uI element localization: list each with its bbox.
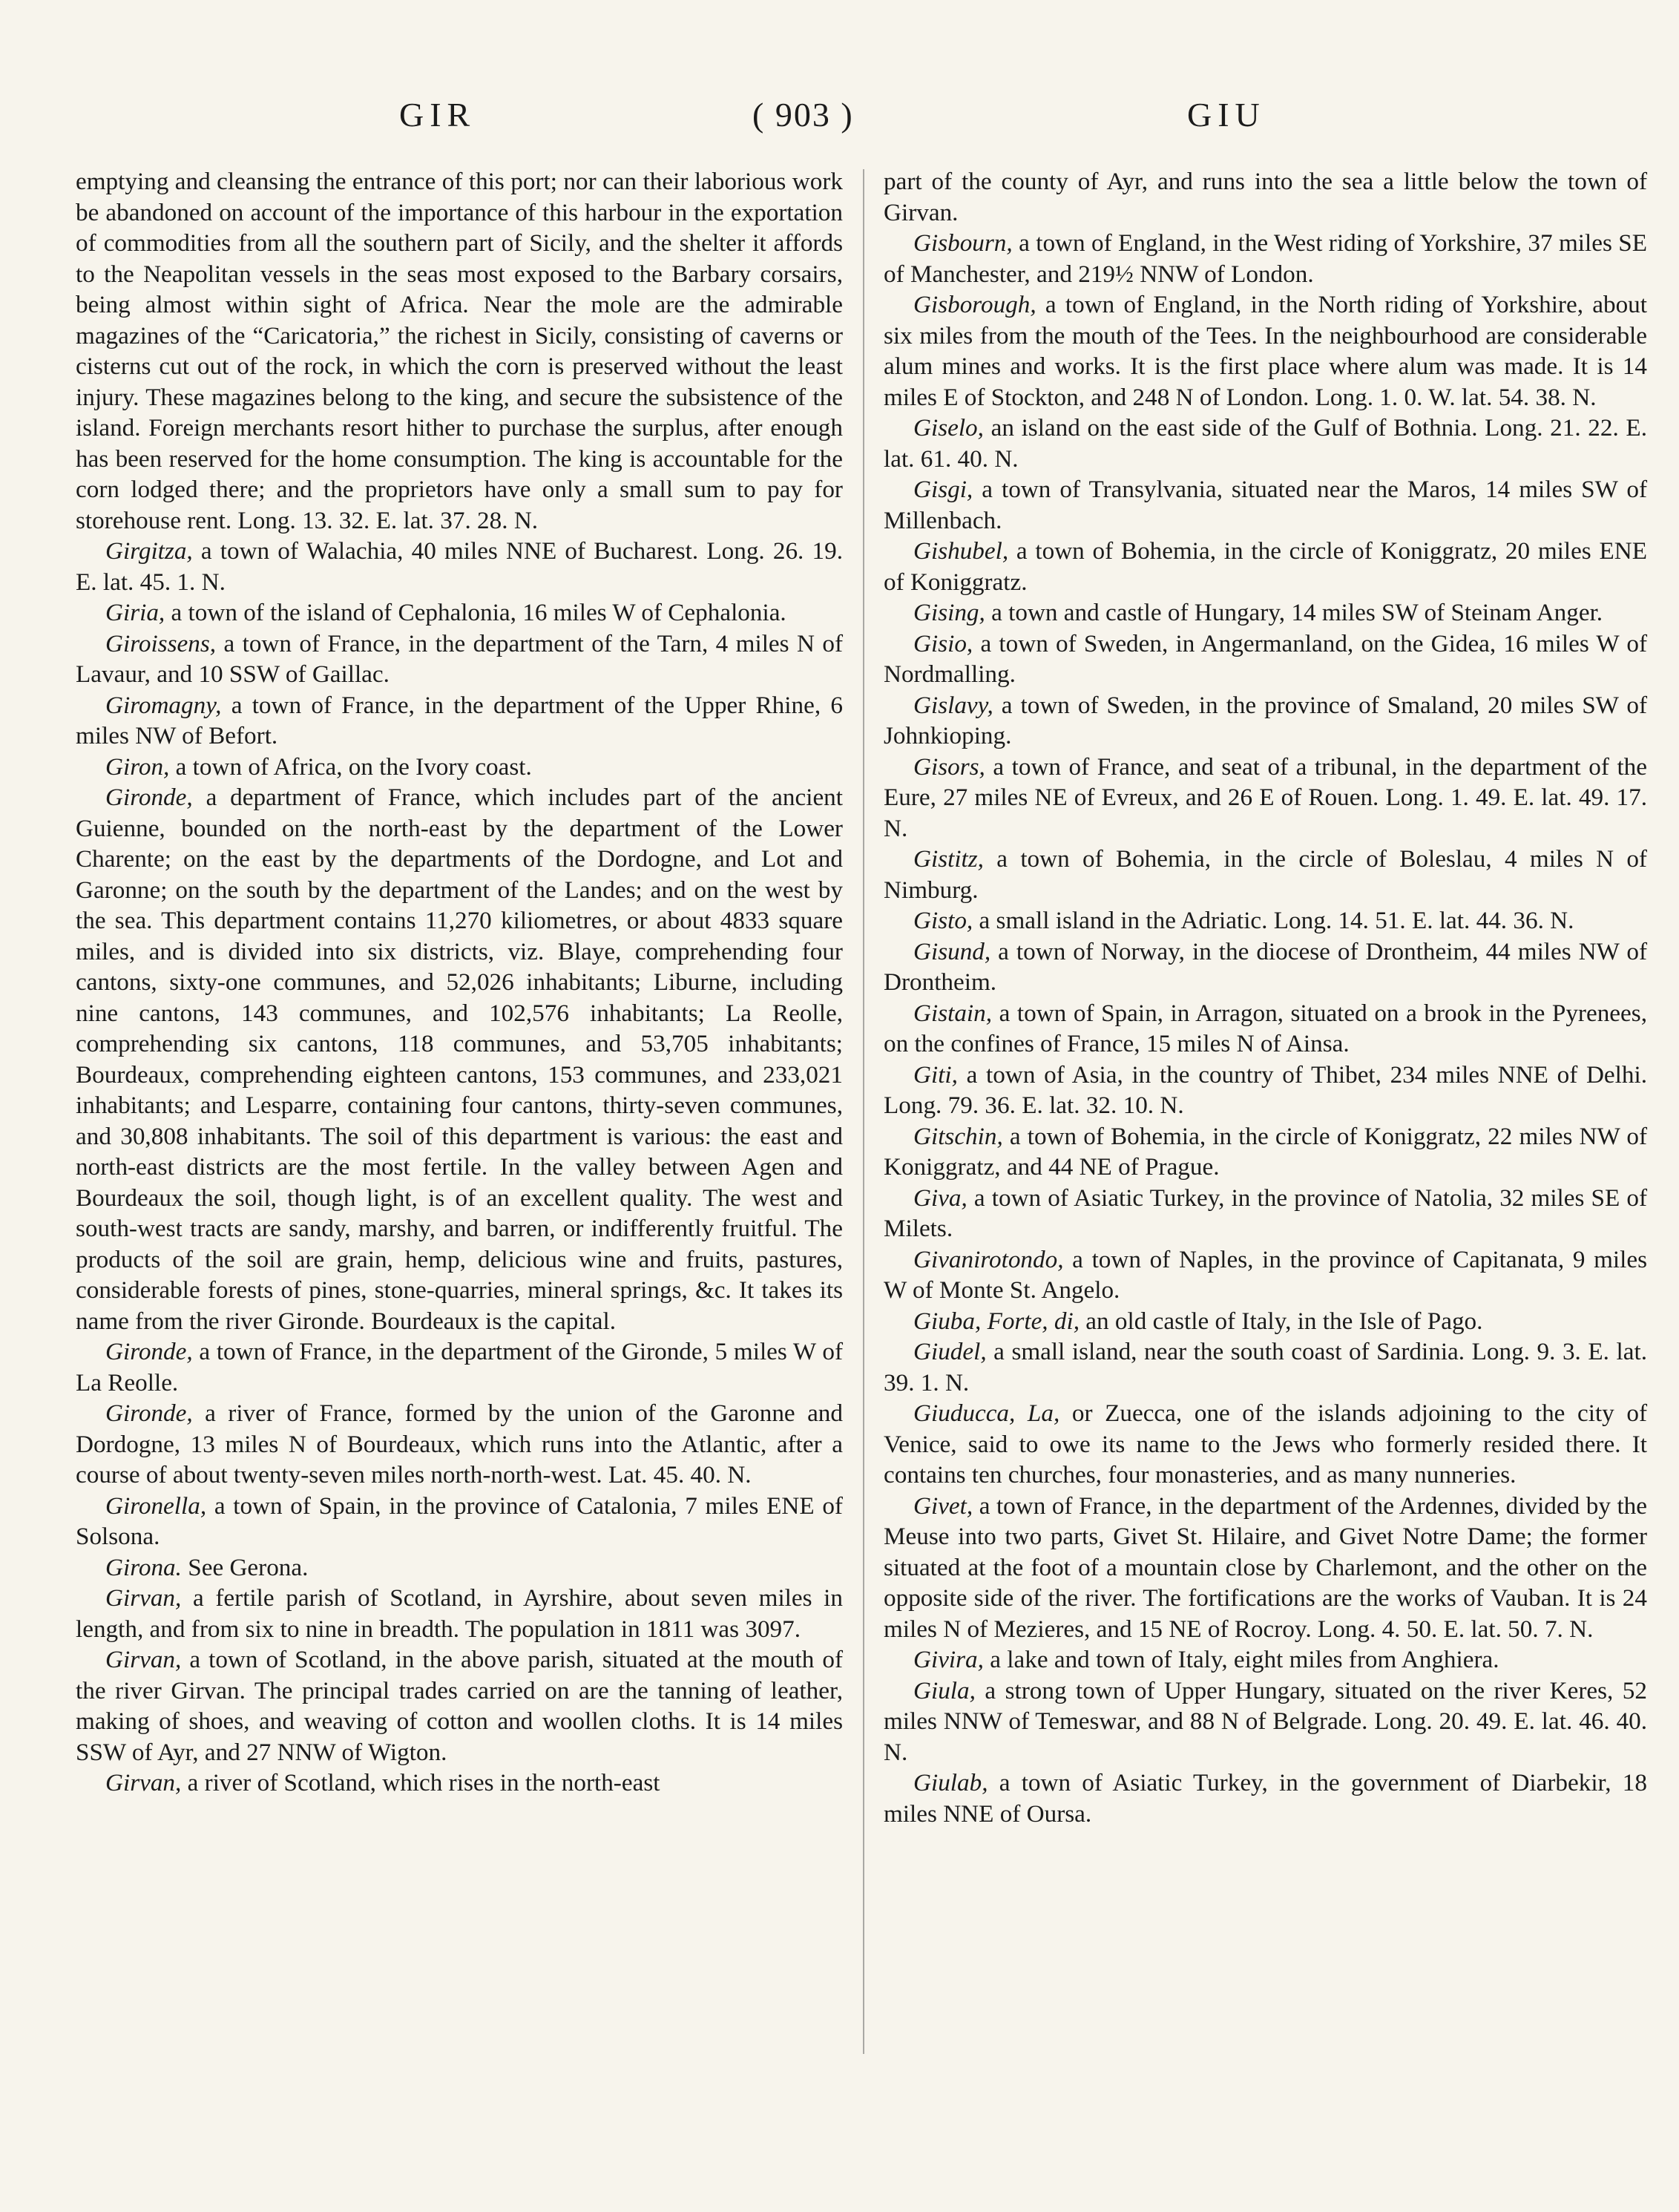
gazetteer-entry <box>884 536 1647 597</box>
gazetteer-entry <box>76 690 843 752</box>
gazetteer-entry <box>884 1336 1647 1398</box>
gazetteer-entry <box>884 1491 1647 1645</box>
entry-text: a town of Norway, in the diocese of Drontheim, 44 miles NW of Drontheim. <box>884 937 1647 996</box>
entry-text: a fertile parish of Scotland, in Ayrshire, about seven miles in length, and from six to nine in breadth. The population in 1811 was 3097. <box>76 1584 843 1643</box>
entry-text: a town of England, in the West riding of Yorkshire, 37 miles SE of Manchester, and 219½ NNW of London. <box>884 229 1647 288</box>
running-header <box>0 95 1679 140</box>
gazetteer-entry <box>884 1306 1647 1337</box>
entry-headword: Gistitz, <box>913 845 984 873</box>
entry-headword: Giromagny, <box>105 691 222 719</box>
entry-headword: Giulab, <box>913 1769 988 1796</box>
entry-text: a town of England, in the North riding of Yorkshire, about six miles from the mouth of the Tees. In the neighbourhood are considerable alum mines and works. It is the first place where alum was made. It is 14 miles E of Stockton, and 248 N of London. Long. 1. 0. W. lat. 54. 38. N. <box>884 291 1647 411</box>
entry-headword: Gironde, <box>105 1338 193 1365</box>
gazetteer-entry <box>76 536 843 597</box>
entry-headword: Gishubel, <box>913 537 1009 565</box>
gazetteer-entry <box>884 289 1647 413</box>
entry-text: a town of the island of Cephalonia, 16 miles W of Cephalonia. <box>165 599 786 626</box>
entry-headword: Girvan, <box>105 1584 182 1612</box>
entry-headword: Gisors, <box>913 752 985 781</box>
entry-headword: Gironella, <box>105 1491 207 1520</box>
gazetteer-entry <box>884 1183 1647 1244</box>
gazetteer-entry <box>884 998 1647 1060</box>
entry-headword: Gisio, <box>913 629 973 657</box>
entry-headword: Givanirotondo, <box>913 1245 1064 1273</box>
gazetteer-entry <box>884 1244 1647 1306</box>
entry-headword: Gislavy, <box>913 691 993 719</box>
gazetteer-entry <box>76 782 843 1336</box>
page-number: ( 903 ) <box>752 96 854 134</box>
entry-text: an island on the east side of the Gulf of Bothnia. Long. 21. 22. E. lat. 61. 40. N. <box>884 414 1647 473</box>
gazetteer-entry <box>884 474 1647 536</box>
entry-headword: Giula, <box>913 1676 976 1704</box>
entry-headword: Giuba, Forte, di, <box>913 1307 1080 1335</box>
entry-text: a town of France, and seat of a tribunal, in the department of the Eure, 27 miles NE of Evreux, and 26 E of Rouen. Long. 1. 49. E. lat. 49. 17. N. <box>884 752 1647 842</box>
entry-text: a town of France, in the department of the Ardennes, divided by the Meuse into two parts, Givet St. Hilaire, and Givet Notre Dame; the former situated at the foot of a mountain close by Charlemont, and the other on the opposite side of the river. The fortifications are the works of Vauban. It is 24 miles N of Mezieres, and 15 NE of Rocroy. Long. 4. 50. E. lat. 50. 7. N. <box>884 1491 1647 1643</box>
entry-text: emptying and cleansing the entrance of this port; nor can their laborious work be abandoned on account of the importance of this harbour in the exportation of commodities from all the southern part of Sicily, and the shelter it affords to the Neapolitan vessels in the seas most exposed to the Barbary corsairs, being almost within sight of Africa. Near the mole are the admirable magazines of the “Caricatoria,” the richest in Sicily, consisting of caverns or cisterns cut out of the rock, in which the corn is preserved without the least injury. These magazines belong to the king, and secure the subsistence of the island. Foreign merchants resort hither to purchase the surplus, after enough has been reserved for the home consumption. The king is accountable for the corn lodged there; and the proprietors have only a small sum to pay for storehouse rent. Long. 13. 32. E. lat. 37. 28. N. <box>76 168 843 534</box>
entry-headword: Giva, <box>913 1184 967 1212</box>
entry-text: a town of Asia, in the country of Thibet, 234 miles NNE of Delhi. Long. 79. 36. E. lat. 32. 10. N. <box>884 1060 1647 1119</box>
entry-headword: Gisbourn, <box>913 229 1013 257</box>
entry-headword: Giroissens, <box>105 629 217 657</box>
right-column <box>884 166 1647 1829</box>
gazetteer-entry <box>76 1336 843 1398</box>
entry-text: a town of France, in the department of the Upper Rhine, 6 miles NW of Befort. <box>76 691 843 749</box>
entry-headword: Gisto, <box>913 907 973 934</box>
entry-text: a town of Asiatic Turkey, in the province of Natolia, 32 miles SE of Milets. <box>884 1184 1647 1242</box>
entry-headword: Gitschin, <box>913 1122 1003 1150</box>
entry-text: a town of Sweden, in the province of Smaland, 20 miles SW of Johnkioping. <box>884 691 1647 749</box>
entry-headword: Girgitza, <box>105 537 193 565</box>
gazetteer-entry <box>884 690 1647 752</box>
gazetteer-entry <box>76 1398 843 1491</box>
gazetteer-entry <box>884 1121 1647 1183</box>
gazetteer-entry <box>884 1768 1647 1829</box>
gazetteer-entry <box>884 1060 1647 1121</box>
entry-text: a town of Asiatic Turkey, in the government of Diarbekir, 18 miles NNE of Oursa. <box>884 1769 1647 1828</box>
gazetteer-entry <box>884 1644 1647 1676</box>
entry-text: a town of Scotland, in the above parish, situated at the mouth of the river Girvan. The principal trades carried on are the tanning of leather, making of shoes, and weaving of cotton and woollen cloths. It is 14 miles SSW of Ayr, and 27 NNW of Wigton. <box>76 1646 843 1766</box>
gazetteer-entry <box>76 1768 843 1799</box>
entry-headword: Gisborough, <box>913 291 1036 318</box>
column-divider <box>863 169 864 2054</box>
entry-text: a town of France, in the department of the Gironde, 5 miles W of La Reolle. <box>76 1338 843 1397</box>
header-left-guide-word: GIR <box>399 96 476 134</box>
gazetteer-entry <box>884 597 1647 629</box>
gazetteer-entry <box>76 1552 843 1583</box>
entry-text: a town of Spain, in Arragon, situated on a brook in the Pyrenees, on the confines of France, 15 miles N of Ainsa. <box>884 999 1647 1057</box>
gazetteer-entry <box>884 228 1647 289</box>
entry-text: a town of Spain, in the province of Catalonia, 7 miles ENE of Solsona. <box>76 1491 843 1550</box>
gazetteer-entry <box>884 1676 1647 1768</box>
entry-text: or Zuecca, one of the islands adjoining to the city of Venice, said to owe its name to the Jews who formerly resided there. It contains ten churches, four monasteries, and as many nunneries. <box>884 1399 1647 1489</box>
gazetteer-entry <box>76 752 843 783</box>
entry-headword: Girvan, <box>105 1646 182 1673</box>
gazetteer-entry <box>884 844 1647 905</box>
entry-text: a small island, near the south coast of Sardinia. Long. 9. 3. E. lat. 39. 1. N. <box>884 1338 1647 1397</box>
entry-headword: Girona. <box>105 1553 182 1581</box>
entry-headword: Giselo, <box>913 414 984 442</box>
gazetteer-entry <box>76 166 843 536</box>
entry-text: a lake and town of Italy, eight miles from Anghiera. <box>983 1646 1499 1673</box>
entry-text: a department of France, which includes part of the ancient Guienne, bounded on the north-east by the department of the Lower Charente; on the east by the departments of the Dordogne, and Lot and Garonne; on the south by the department of the Landes; and on the west by the sea. This department contains 11,270 kiliometres, or about 4833 square miles, and is divided into six districts, viz. Blaye, comprehending four cantons, sixty-one communes, and 52,026 inhabitants; Liburne, including nine cantons, 143 communes, and 102,576 inhabitants; La Reolle, comprehending six cantons, 118 communes, and 53,705 inhabitants; Bourdeaux, comprehending eighteen cantons, 153 communes, and 233,021 inhabitants; and Lesparre, containing four cantons, thirty-seven communes, and 30,808 inhabitants. The soil of this department is various: the east and north-east districts are the most fertile. In the valley between Agen and Bourdeaux the soil, though light, is of an excellent quality. The west and south-west tracts are sandy, marshy, and barren, or indifferently fruitful. The products of the soil are grain, hemp, delicious wine and fruits, pastures, considerable forests of pines, stone-quarries, mineral springs, &c. It takes its name from the river Gironde. Bourdeaux is the capital. <box>76 784 843 1335</box>
entry-text: a town of Transylvania, situated near the Maros, 14 miles SW of Millenbach. <box>884 476 1647 534</box>
entry-text: a river of France, formed by the union of the Garonne and Dordogne, 13 miles N of Bourdeaux, which runs into the Atlantic, after a course of about twenty-seven miles north-north-west. Lat. 45. 40. N. <box>76 1399 843 1489</box>
entry-headword: Giudel, <box>913 1338 987 1365</box>
gazetteer-entry <box>884 905 1647 936</box>
entry-text: a town of Bohemia, in the circle of Koniggratz, 22 miles NW of Koniggratz, and 44 NE of Prague. <box>884 1122 1647 1181</box>
entry-text: a strong town of Upper Hungary, situated on the river Keres, 52 miles NNW of Temeswar, and 88 N of Belgrade. Long. 20. 49. E. lat. 46. 40. N. <box>884 1676 1647 1766</box>
entry-headword: Gistain, <box>913 999 993 1027</box>
entry-text: See Gerona. <box>181 1553 309 1581</box>
gazetteer-entry <box>76 1644 843 1768</box>
entry-text: a town of Naples, in the province of Capitanata, 9 miles W of Monte St. Angelo. <box>884 1245 1647 1304</box>
gazetteer-entry <box>76 1583 843 1644</box>
entry-headword: Gisgi, <box>913 476 973 503</box>
gazetteer-entry <box>884 629 1647 690</box>
entry-text: part of the county of Ayr, and runs into the sea a little below the town of Girvan. <box>884 168 1647 226</box>
gazetteer-entry <box>76 1491 843 1552</box>
entry-headword: Gising, <box>913 599 985 626</box>
entry-text: a town and castle of Hungary, 14 miles SW of Steinam Anger. <box>985 599 1603 626</box>
gazetteer-entry <box>884 1398 1647 1491</box>
gazetteer-entry <box>884 752 1647 844</box>
entry-text: a town of Bohemia, in the circle of Boleslau, 4 miles N of Nimburg. <box>884 845 1647 904</box>
entry-headword: Giria, <box>105 599 165 626</box>
gazetteer-entry <box>884 166 1647 228</box>
entry-text: a small island in the Adriatic. Long. 14. 51. E. lat. 44. 36. N. <box>973 907 1574 934</box>
gazetteer-entry <box>884 413 1647 474</box>
entry-text: a town of Walachia, 40 miles NNE of Bucharest. Long. 26. 19. E. lat. 45. 1. N. <box>76 537 843 596</box>
left-column <box>76 166 843 1799</box>
entry-text: a town of Bohemia, in the circle of Koniggratz, 20 miles ENE of Koniggratz. <box>884 537 1647 596</box>
header-right-guide-word: GIU <box>1187 96 1266 134</box>
entry-headword: Girvan, <box>105 1769 182 1796</box>
gazetteer-entry <box>76 597 843 629</box>
entry-headword: Gironde, <box>105 1399 193 1427</box>
entry-headword: Givet, <box>913 1491 973 1520</box>
entry-headword: Givira, <box>913 1646 984 1673</box>
entry-headword: Gironde, <box>105 784 193 811</box>
entry-text: a town of Sweden, in Angermanland, on the Gidea, 16 miles W of Nordmalling. <box>884 629 1647 688</box>
gazetteer-entry <box>76 629 843 690</box>
entry-text: a town of Africa, on the Ivory coast. <box>169 752 532 781</box>
entry-headword: Gisund, <box>913 937 991 965</box>
entry-text: an old castle of Italy, in the Isle of Pago. <box>1080 1307 1483 1335</box>
entry-text: a town of France, in the department of the Tarn, 4 miles N of Lavaur, and 10 SSW of Gaillac. <box>76 629 843 688</box>
entry-headword: Giron, <box>105 752 170 781</box>
entry-headword: Giti, <box>913 1060 958 1089</box>
entry-headword: Giuducca, La, <box>913 1399 1060 1427</box>
entry-text: a river of Scotland, which rises in the north-east <box>181 1769 660 1796</box>
gazetteer-entry <box>884 936 1647 998</box>
